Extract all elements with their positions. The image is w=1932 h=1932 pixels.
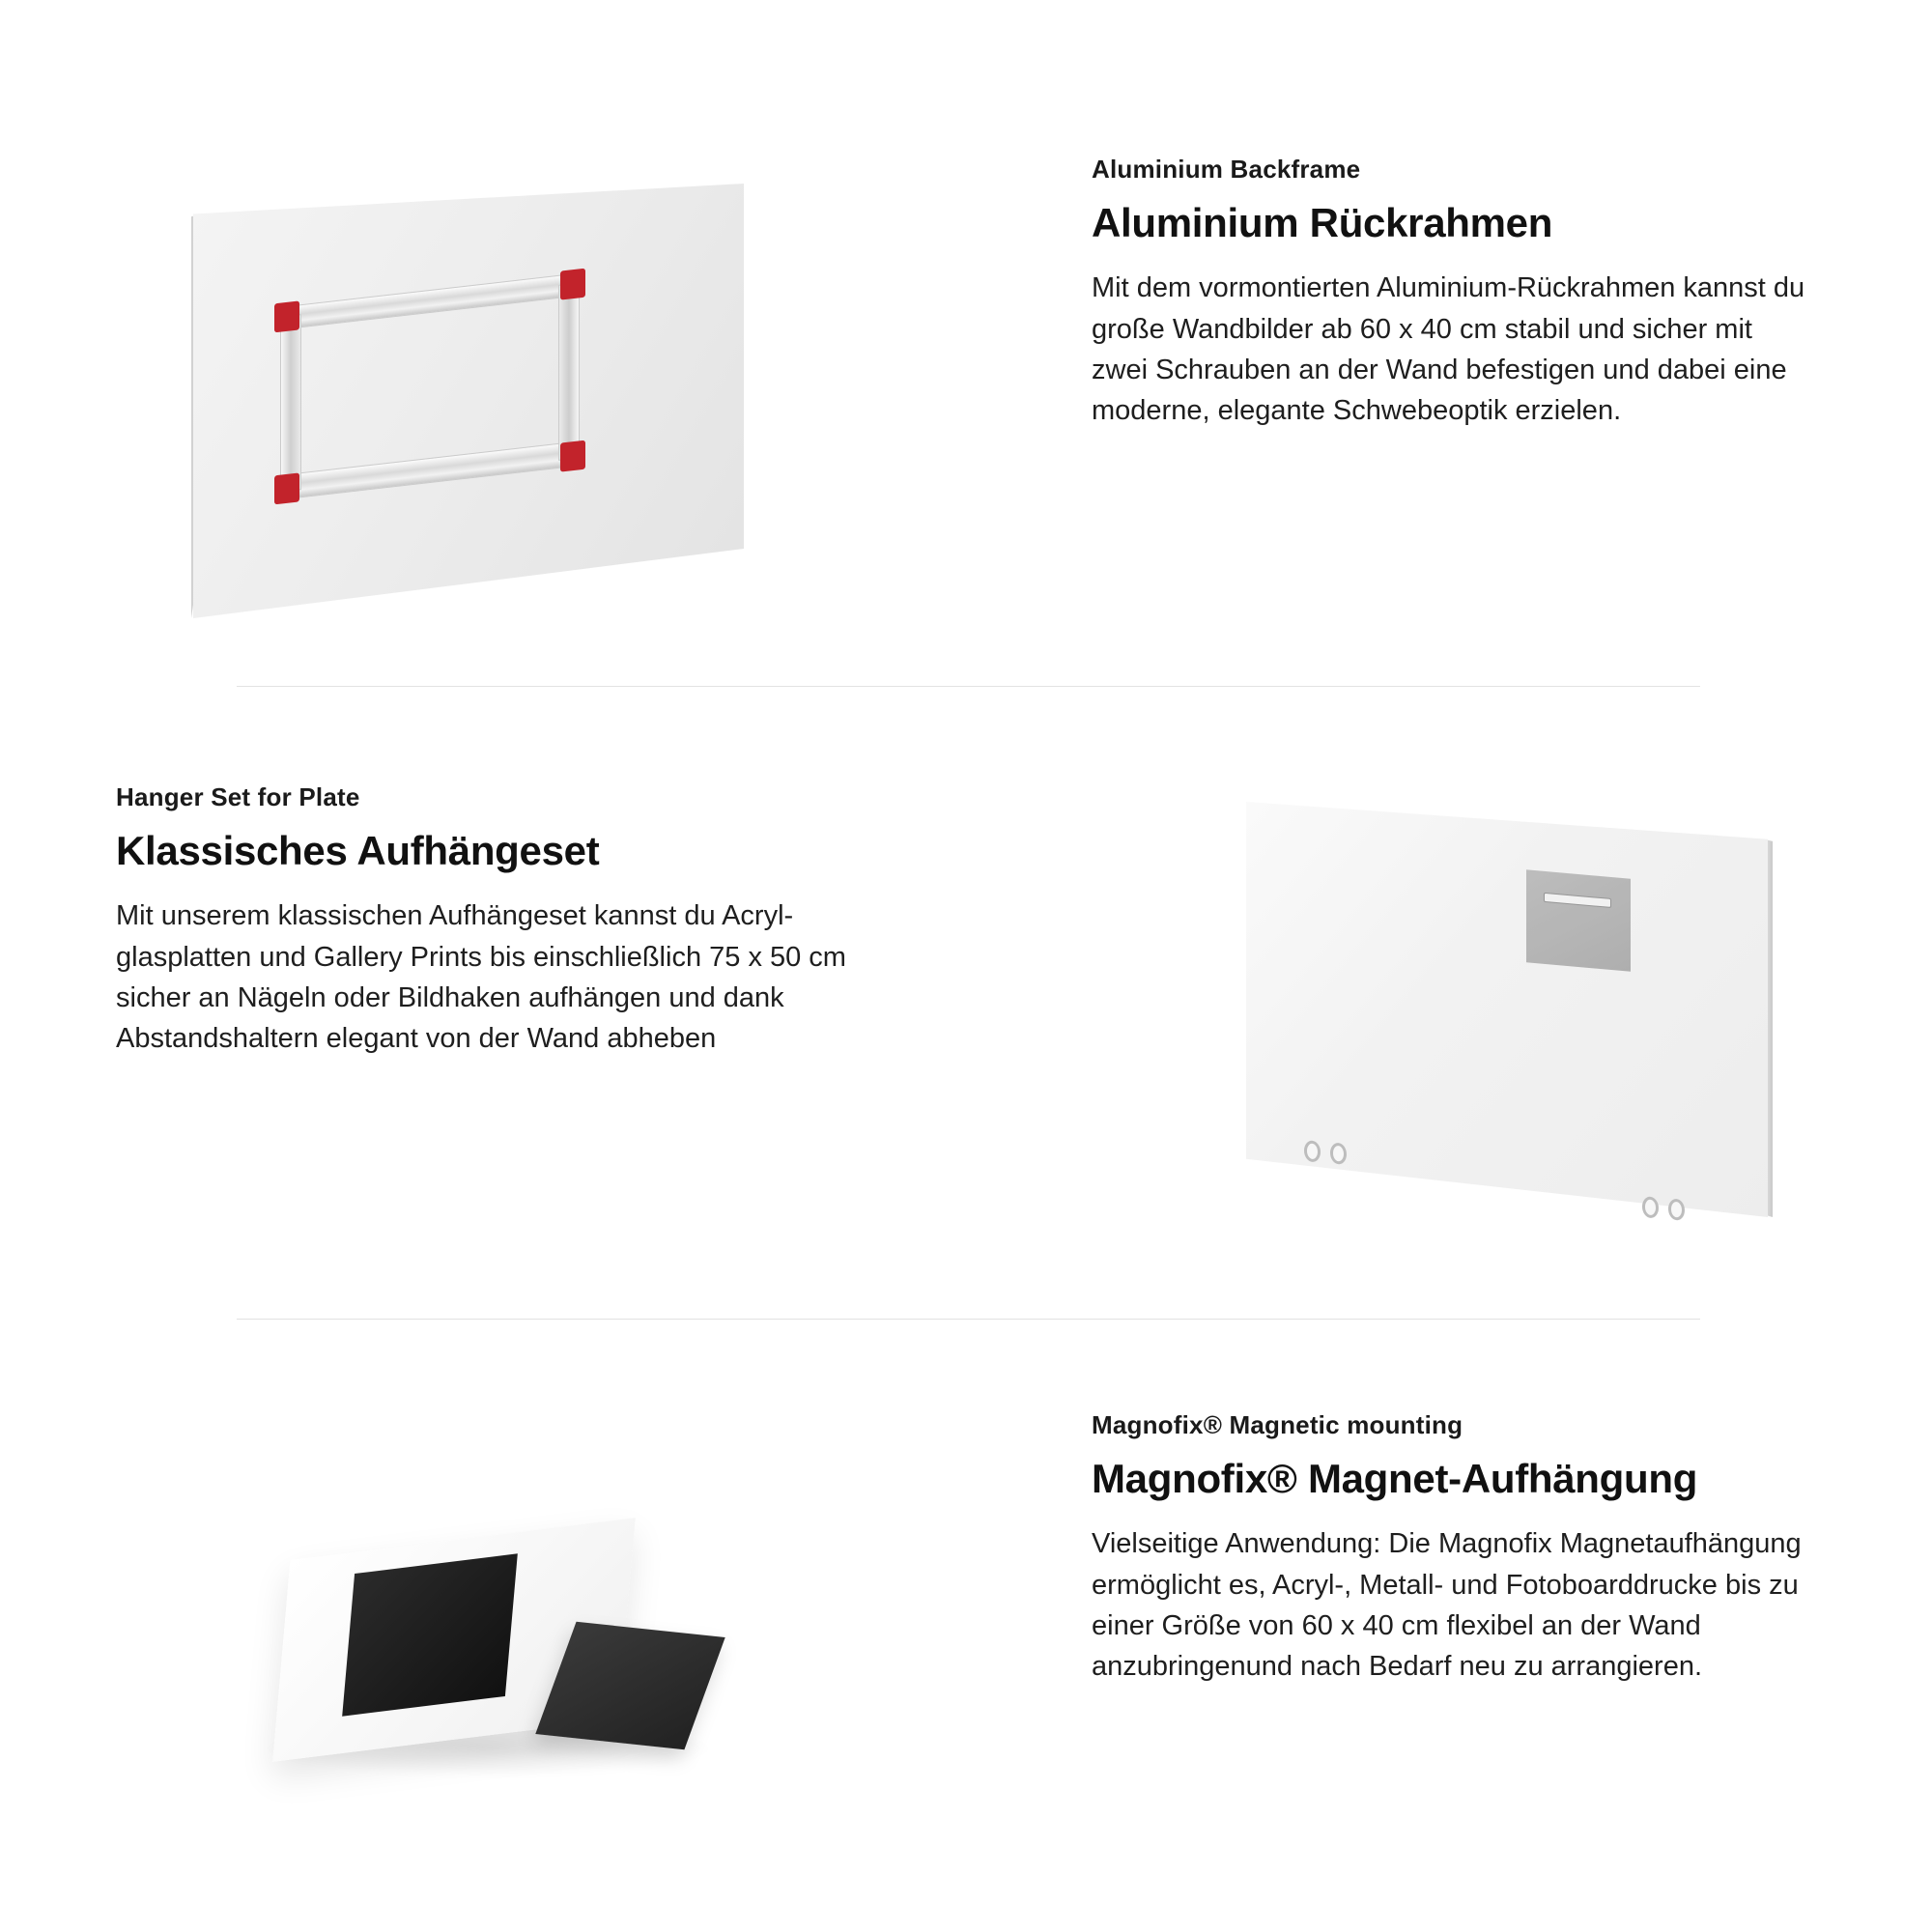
backframe-illustration [116,145,966,686]
spacer-dot [1330,1142,1347,1164]
feature-eyebrow: Magnofix® Magnetic mounting [1092,1410,1463,1439]
section-divider-1 [237,686,1700,687]
feature-headline: Klassisches Aufhängeset [116,828,600,874]
feature-eyebrow: Aluminium Backframe [1092,155,1361,184]
feature-section-magnofix [116,1401,1816,1864]
feature-section-aluminium-backframe [116,145,1816,686]
feature-body: Mit unserem klassischen Aufhängeset kannst du Acryl-glasplatten und Gallery Prints bis einschließlich 75 x 50 cm sicher an Nägeln oder Bildhaken aufhängen und dank Abstandshaltern elegant von der Wand abheben [116,900,846,1054]
feature-image-magnofix [116,1401,966,1864]
feature-section-hanger-set [116,773,1816,1314]
magnet-square [342,1553,518,1716]
frame-bar-left [280,314,301,493]
feature-headline: Aluminium Rückrahmen [1092,200,1553,246]
feature-eyebrow: Hanger Set for Plate [116,782,360,811]
frame-bar-right [558,282,580,461]
frame-corner-bottom-right [560,440,585,472]
frame-corner-top-right [560,269,585,300]
spacer-dot [1304,1140,1321,1162]
feature-copy-hanger-set [116,773,966,1059]
feature-body: Mit dem vormontierten Aluminium-Rückrahmen kannst du große Wandbilder ab 60 x 40 cm stabil und sicher mit zwei Schrauben an der Wand befestigen und dabei eine moderne, elegante Schwebeoptik erzielen. [1092,272,1805,426]
feature-image-aluminium-backframe [116,145,966,686]
magnofix-illustration [116,1401,966,1864]
feature-image-hanger-set [966,773,1816,1314]
section-divider-2 [237,1319,1700,1320]
spacer-pair-right [1642,1196,1685,1221]
feature-headline: Magnofix® Magnet-Aufhängung [1092,1456,1698,1502]
feature-copy-magnofix [966,1401,1816,1687]
hanger-plate [1526,869,1631,971]
feature-copy-aluminium-backframe [966,145,1816,431]
frame-corner-top-left [274,300,299,332]
hanger-slot [1544,893,1611,908]
spacer-dot [1642,1196,1659,1218]
aluminium-frame [280,272,580,499]
feature-body: Vielseitige Anwendung: Die Magnofix Magnetaufhängung ermöglicht es, Acryl-, Metall- und Fotoboarddrucke bis zu einer Größe von 60 x 40 cm flexibel an der Wand anzubringenund nach Bedarf neu zu arrangieren. [1092,1528,1802,1682]
spacer-dot [1668,1198,1685,1220]
hanger-set-illustration [966,773,1816,1314]
spacer-pair-left [1304,1140,1347,1165]
frame-corner-bottom-left [274,472,299,504]
